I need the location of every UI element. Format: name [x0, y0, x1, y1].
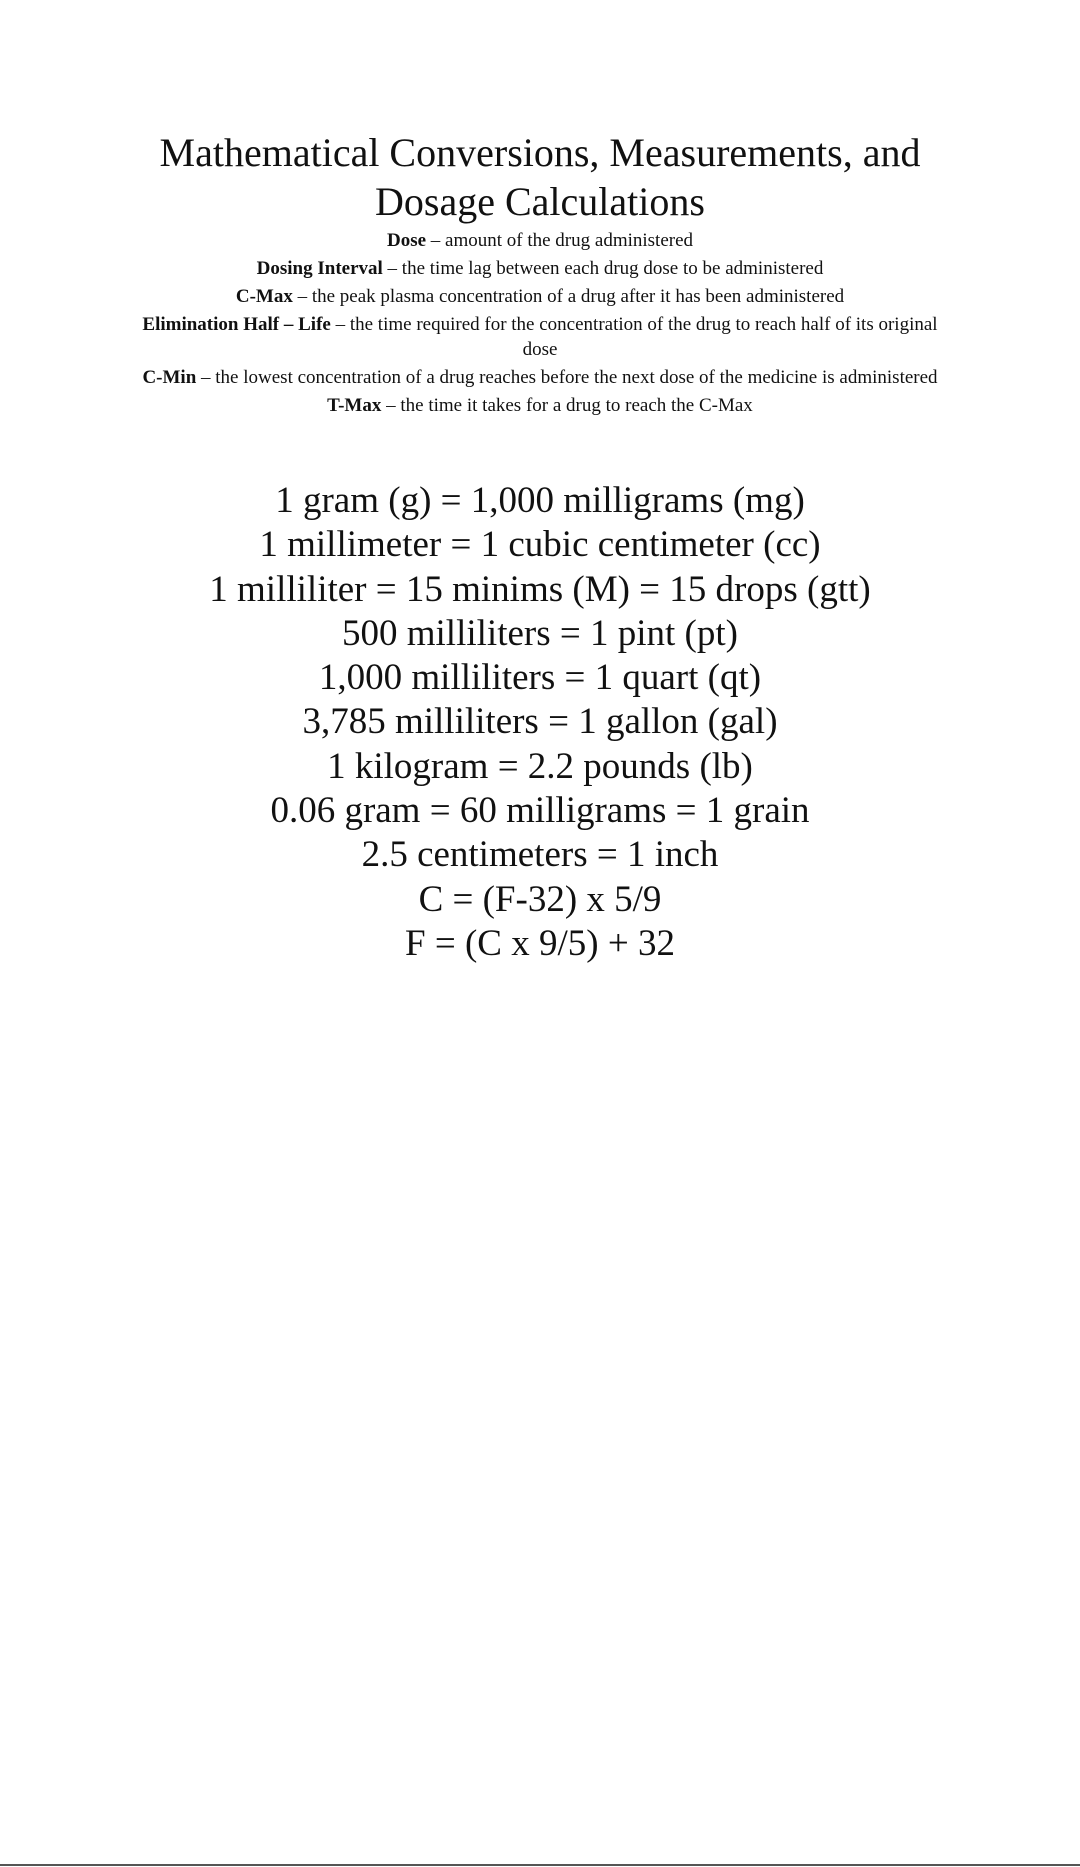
definition-text: – the lowest concentration of a drug reaches before the next dose of the medicine is administered — [196, 367, 938, 388]
conversion-quart: 1,000 milliliters = 1 quart (qt) — [318, 657, 762, 699]
definitions-list — [125, 228, 955, 421]
conversion-gram: 1 gram (g) = 1,000 milligrams (mg) — [275, 480, 805, 521]
definition-term: Elimination Half – Life — [142, 314, 331, 335]
definition-c-max — [125, 284, 955, 309]
definition-term: C-Max — [235, 286, 293, 307]
conversion-inch: 2.5 centimeters = 1 inch — [361, 834, 719, 876]
definition-term: T-Max — [327, 395, 382, 416]
definition-text: – amount of the drug administered — [426, 230, 694, 251]
definition-text: – the time it takes for a drug to reach the C-Max — [381, 395, 753, 416]
definition-dosing-interval — [125, 256, 955, 281]
bottom-divider — [0, 1864, 1080, 1866]
definition-dose — [125, 228, 955, 253]
page-title: Mathematical Conversions, Measurements, and Dosage Calculations — [159, 130, 921, 224]
definition-term: C-Min — [142, 367, 197, 388]
conversion-milliliter: 1 milliliter = 15 minims (M) = 15 drops (gtt) — [209, 568, 871, 610]
definition-text: – the peak plasma concentration of a drug after it has been administered — [292, 286, 845, 307]
conversion-celsius: C = (F-32) x 5/9 — [418, 878, 662, 920]
definition-term: Dosing Interval — [256, 258, 383, 279]
conversion-kilogram: 1 kilogram = 2.2 pounds (lb) — [327, 745, 753, 787]
conversion-fahrenheit: F = (C x 9/5) + 32 — [405, 922, 675, 964]
definition-term: Dose — [386, 230, 427, 251]
definition-text: – the time required for the concentration of the drug to reach half of its original dose — [330, 314, 938, 360]
definition-c-min — [125, 365, 955, 390]
conversion-gallon: 3,785 milliliters = 1 gallon (gal) — [302, 701, 778, 743]
conversion-pint: 500 milliliters = 1 pint (pt) — [342, 612, 738, 654]
definition-elimination-half-life — [125, 312, 955, 362]
conversion-grain: 0.06 gram = 60 milligrams = 1 grain — [270, 790, 810, 832]
definition-text: – the time lag between each drug dose to be administered — [382, 258, 824, 279]
conversion-millimeter: 1 millimeter = 1 cubic centimeter (cc) — [259, 524, 821, 566]
conversions-list — [140, 479, 940, 966]
definition-t-max — [125, 393, 955, 418]
